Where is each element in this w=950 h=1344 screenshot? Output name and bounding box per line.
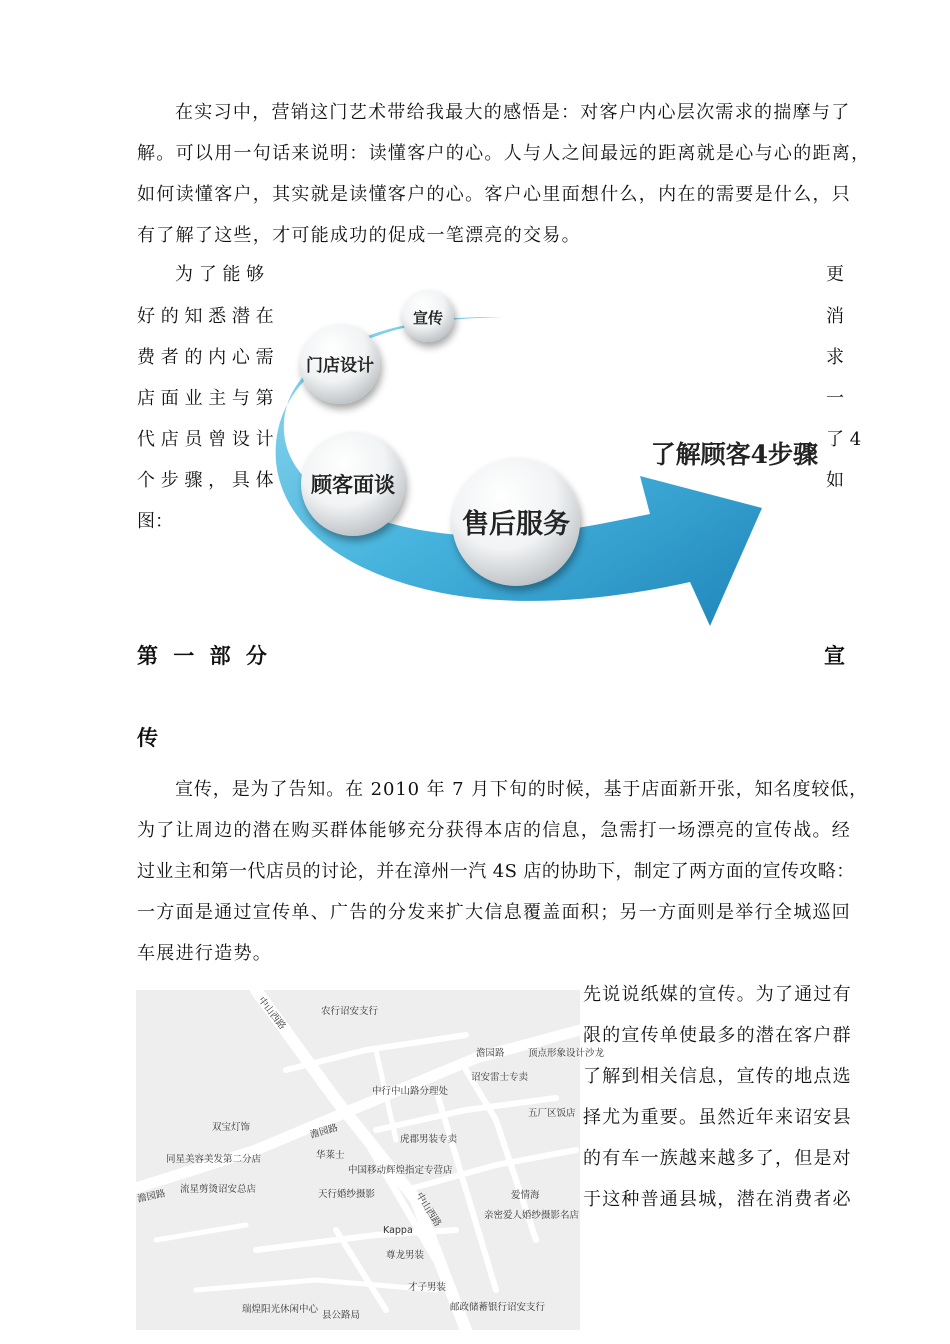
side-line-3: 了解到相关信息，宣传的地点选	[583, 1066, 852, 1087]
poi-14: 亲密爱人婚纱摄影名店	[484, 1210, 580, 1221]
poi-12: 天行婚纱摄影	[318, 1189, 376, 1200]
step-4-label: 售后服务	[462, 509, 570, 540]
side-line-5: 的有车一族越来越多了，但是对	[583, 1148, 852, 1169]
side-line-2: 限的宣传单使最多的潜在客户群	[583, 1025, 852, 1046]
road-label-5: 中山西路	[413, 1190, 443, 1229]
wrap-left-7: 图：	[137, 511, 173, 532]
wrap-left-5: 代 店 员 曾 设 计	[137, 429, 274, 450]
section-heading-right: 宣	[824, 644, 845, 668]
wrap-left-6: 个 步 骤 ， 具 体	[137, 470, 274, 491]
poi-10: 中国移动辉煌指定专营店	[348, 1165, 453, 1176]
intro-line-4: 有了解了这些，才可能成功的促成一笔漂亮的交易。	[137, 225, 581, 246]
step-2-label: 门店设计	[306, 356, 374, 376]
customer-steps-diagram	[270, 282, 830, 638]
diagram-title: 了解顾客4步骤	[650, 440, 818, 469]
body-line-1: 宣传，是为了告知。在 2010 年 7 月下旬的时候，基于店面新开张，知名度较低，	[175, 779, 869, 800]
side-line-6: 于这种普通县城，潜在消费者必	[583, 1189, 852, 1210]
poi-4: 中行中山路分理处	[372, 1086, 449, 1097]
poi-2: 顶点形象设计沙龙	[528, 1048, 605, 1059]
poi-1: 农行诏安支行	[321, 1006, 379, 1017]
wrap-right-5: 了 4	[826, 429, 862, 450]
poi-19: 瑞煌阳光休闲中心	[242, 1304, 319, 1315]
poi-5: 五厂区饭店	[528, 1108, 576, 1119]
road-label-2: 澹园路	[476, 1048, 505, 1059]
wrap-left-3: 费 者 的 内 心 需	[137, 347, 274, 368]
road-label-3: 澹园路	[308, 1122, 340, 1141]
street-map	[136, 990, 605, 1330]
step-1-label: 宣传	[412, 309, 444, 327]
side-line-1: 先说说纸媒的宣传。为了通过有	[583, 984, 852, 1005]
intro-line-3: 如何读懂客户，其实就是读懂客户的心。客户心里面想什么，内在的需要是什么，只	[137, 184, 852, 205]
poi-20: 县公路局	[322, 1310, 361, 1321]
intro-line-1: 在实习中，营销这门艺术带给我最大的感悟是：对客户内心层次需求的揣摩与了	[175, 102, 851, 123]
wrap-right-1: 更	[826, 264, 844, 285]
section-heading: 第 一 部 分	[137, 644, 271, 668]
poi-8: 华莱士	[316, 1150, 345, 1161]
poi-13: 爱情海	[511, 1190, 540, 1201]
road-label-4: 澹园路	[136, 1188, 167, 1205]
wrap-right-6: 如	[826, 470, 844, 491]
body-line-2: 为了让周边的潜在购买群体能够充分获得本店的信息，急需打一场漂亮的宣传战。经	[137, 820, 852, 841]
side-line-4: 择尤为重要。虽然近年来诏安县	[583, 1107, 852, 1128]
wrap-right-2: 消	[826, 306, 844, 327]
poi-3: 诏安雷士专卖	[471, 1072, 529, 1083]
body-line-4: 一方面是通过宣传单、广告的分发来扩大信息覆盖面积；另一方面则是举行全城巡回	[137, 902, 852, 923]
section-heading-cont: 传	[137, 726, 158, 750]
wrap-right-3: 求	[826, 347, 844, 368]
poi-9: 同星美容美发第二分店	[166, 1154, 262, 1165]
poi-15: Kappa	[383, 1225, 413, 1236]
road-label-1: 中山西路	[255, 995, 288, 1032]
body-line-3: 过业主和第一代店员的讨论，并在漳州一汽 4S 店的协助下，制定了两方面的宣传攻略：	[137, 861, 855, 882]
poi-11: 流星剪烫诏安总店	[180, 1184, 257, 1195]
wrap-left-1: 为 了 能 够	[175, 264, 265, 285]
wrap-right-4: 一	[826, 388, 844, 409]
body-line-5: 车展进行造势。	[137, 943, 273, 964]
poi-16: 尊龙男装	[386, 1250, 425, 1261]
poi-7: 虎郡男装专卖	[400, 1134, 458, 1145]
wrap-left-2: 好 的 知 悉 潜 在	[137, 306, 274, 327]
poi-17: 才子男装	[408, 1282, 447, 1293]
intro-line-2: 解。可以用一句话来说明：读懂客户的心。人与人之间最远的距离就是心与心的距离，	[137, 143, 871, 164]
poi-6: 双宝灯饰	[212, 1122, 251, 1133]
poi-18: 邮政储蓄银行诏安支行	[450, 1302, 546, 1313]
wrap-left-4: 店 面 业 主 与 第	[137, 388, 274, 409]
step-3-label: 顾客面谈	[311, 473, 395, 497]
